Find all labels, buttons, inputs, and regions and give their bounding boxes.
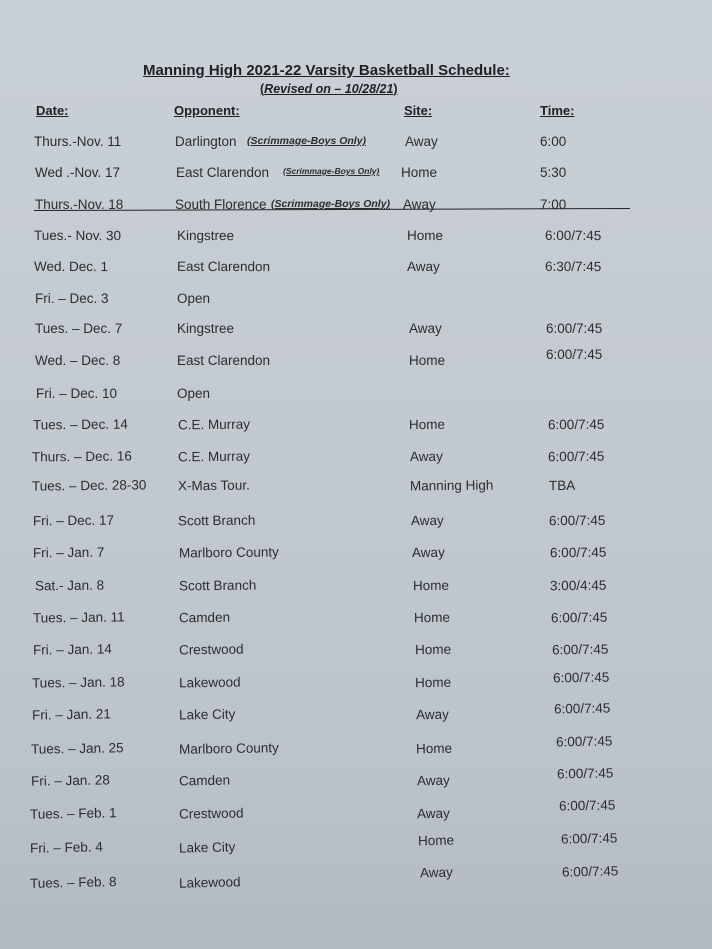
revised-close-paren: ) bbox=[393, 82, 398, 96]
site-cell: Away bbox=[406, 258, 440, 275]
opponent-cell: East Clarendon bbox=[176, 258, 271, 275]
date-cell: Wed .-Nov. 17 bbox=[35, 165, 121, 180]
time-cell: 5:30 bbox=[540, 165, 567, 180]
time-cell: 6:00/7:45 bbox=[547, 448, 605, 465]
scrimmage-note: (Scrimmage-Boys Only) bbox=[247, 135, 367, 147]
site-cell: Away bbox=[410, 512, 444, 529]
time-cell: 6:00/7:45 bbox=[556, 765, 614, 782]
time-cell: 6:00/7:45 bbox=[547, 416, 605, 433]
schedule-row bbox=[0, 863, 712, 897]
site-cell: Home bbox=[414, 641, 452, 658]
time-cell: 6:00/7:45 bbox=[544, 227, 602, 244]
schedule-row bbox=[0, 669, 712, 697]
site-cell: Home bbox=[408, 416, 446, 433]
opponent-cell: Lakewood bbox=[178, 874, 241, 891]
site-cell: Away bbox=[419, 864, 453, 881]
site-cell: Home bbox=[415, 740, 453, 757]
opponent-cell: Marlboro County bbox=[178, 544, 279, 561]
date-cell: Thurs.-Nov. 18 bbox=[35, 197, 124, 212]
opponent-cell: Kingstree bbox=[176, 227, 235, 244]
site-cell: Home bbox=[409, 353, 446, 368]
date-cell: Tues. – Dec. 14 bbox=[32, 416, 128, 433]
date-cell: Fri. – Jan. 7 bbox=[32, 544, 105, 561]
time-cell: 6:00/7:45 bbox=[546, 321, 603, 336]
time-cell: 6:00/7:45 bbox=[546, 347, 603, 362]
date-cell: Thurs. – Dec. 16 bbox=[31, 448, 132, 465]
opponent-cell: Scott Branch bbox=[177, 512, 256, 529]
opponent-cell: Open bbox=[177, 291, 211, 306]
time-cell: 6:00/7:45 bbox=[561, 863, 619, 880]
opponent-cell: Camden bbox=[178, 609, 231, 626]
date-cell: Fri. – Jan. 28 bbox=[30, 772, 110, 789]
schedule-row bbox=[0, 165, 712, 187]
schedule-row bbox=[0, 197, 712, 219]
schedule-row bbox=[0, 134, 712, 156]
schedule-row bbox=[0, 259, 712, 281]
site-cell: Away bbox=[411, 544, 445, 561]
opponent-cell: Darlington bbox=[175, 134, 237, 149]
schedule-row bbox=[0, 417, 712, 439]
site-cell: Away bbox=[416, 805, 450, 822]
schedule-row bbox=[0, 765, 712, 795]
header-site: Site: bbox=[404, 103, 433, 118]
date-cell: Tues. – Dec. 28-30 bbox=[31, 477, 147, 494]
schedule-row bbox=[0, 830, 712, 862]
time-cell: 7:00 bbox=[540, 197, 567, 212]
site-cell: Manning High bbox=[409, 477, 494, 494]
site-cell: Away bbox=[405, 134, 438, 149]
schedule-row bbox=[0, 478, 712, 500]
time-cell: 6:00/7:45 bbox=[548, 512, 606, 529]
site-cell: Away bbox=[409, 321, 442, 336]
schedule-row bbox=[0, 347, 712, 375]
opponent-cell: Marlboro County bbox=[178, 740, 279, 757]
schedule-row bbox=[0, 610, 712, 632]
site-cell: Home bbox=[413, 609, 451, 626]
date-cell: Wed. Dec. 1 bbox=[33, 258, 109, 275]
opponent-cell: C.E. Murray bbox=[177, 416, 251, 433]
time-cell: 6:00/7:45 bbox=[552, 669, 610, 686]
time-cell: TBA bbox=[548, 477, 576, 494]
date-cell: Wed. – Dec. 8 bbox=[35, 353, 121, 368]
opponent-cell: Scott Branch bbox=[178, 577, 257, 594]
date-cell: Sat.- Jan. 8 bbox=[34, 577, 105, 594]
time-cell: 6:00/7:45 bbox=[560, 830, 618, 847]
schedule-row bbox=[0, 291, 712, 313]
time-cell: 6:30/7:45 bbox=[544, 258, 602, 275]
scrimmage-note: (Scrimmage-Boys Only) bbox=[283, 166, 380, 176]
opponent-cell: Crestwood bbox=[178, 641, 244, 658]
schedule-row bbox=[0, 386, 712, 408]
schedule-row bbox=[0, 733, 712, 763]
revised-text: Revised on – 10/28/21 bbox=[264, 82, 394, 96]
opponent-cell: East Clarendon bbox=[176, 165, 270, 180]
opponent-cell: Kingstree bbox=[177, 321, 235, 336]
time-cell: 6:00/7:45 bbox=[550, 609, 608, 626]
opponent-cell: Lake City bbox=[178, 839, 236, 856]
site-cell: Home bbox=[412, 577, 450, 594]
date-cell: Thurs.-Nov. 11 bbox=[34, 134, 122, 149]
date-cell: Tues. – Feb. 8 bbox=[29, 874, 117, 891]
opponent-cell: Lake City bbox=[178, 706, 236, 723]
schedule-row bbox=[0, 578, 712, 600]
opponent-cell: Lakewood bbox=[178, 674, 241, 691]
opponent-cell: Camden bbox=[178, 772, 231, 789]
schedule-row bbox=[0, 321, 712, 343]
site-cell: Home bbox=[401, 165, 438, 180]
scrimmage-note: (Scrimmage-Boys Only) bbox=[271, 198, 391, 210]
header-time: Time: bbox=[540, 103, 575, 118]
date-cell: Tues. – Feb. 1 bbox=[29, 805, 117, 822]
revised-open-paren: ( bbox=[260, 82, 265, 96]
date-cell: Fri. – Dec. 17 bbox=[32, 512, 115, 529]
date-cell: Tues. – Jan. 18 bbox=[31, 674, 125, 691]
page-title: Manning High 2021-22 Varsity Basketball Schedule: bbox=[143, 62, 510, 79]
time-cell: 3:00/4:45 bbox=[549, 577, 607, 594]
time-cell: 6:00/7:45 bbox=[555, 733, 613, 750]
opponent-cell: East Clarendon bbox=[177, 353, 271, 368]
site-cell: Away bbox=[415, 706, 449, 723]
date-cell: Fri. – Jan. 14 bbox=[32, 641, 112, 658]
date-cell: Fri. – Dec. 10 bbox=[36, 386, 118, 401]
schedule-row bbox=[0, 642, 712, 664]
date-cell: Tues. – Jan. 25 bbox=[30, 740, 124, 757]
site-cell: Home bbox=[417, 832, 455, 849]
time-cell: 6:00 bbox=[540, 134, 567, 149]
schedule-row bbox=[0, 228, 712, 250]
date-cell: Fri. – Feb. 4 bbox=[29, 839, 103, 856]
schedule-row bbox=[0, 545, 712, 567]
schedule-row bbox=[0, 700, 712, 729]
schedule-row bbox=[0, 797, 712, 828]
opponent-cell: Open bbox=[177, 386, 211, 401]
opponent-cell: C.E. Murray bbox=[177, 448, 251, 465]
revised-date bbox=[260, 82, 398, 96]
time-cell: 6:00/7:45 bbox=[553, 700, 611, 717]
opponent-cell: Crestwood bbox=[178, 805, 244, 822]
date-cell: Fri. – Dec. 3 bbox=[35, 291, 109, 306]
time-cell: 6:00/7:45 bbox=[551, 641, 609, 658]
opponent-cell: X-Mas Tour. bbox=[177, 477, 250, 494]
site-cell: Away bbox=[403, 197, 436, 212]
schedule-row bbox=[0, 513, 712, 535]
site-cell: Home bbox=[406, 227, 444, 244]
date-cell: Tues.- Nov. 30 bbox=[33, 227, 122, 244]
opponent-cell: South Florence bbox=[175, 197, 267, 212]
site-cell: Away bbox=[416, 772, 450, 789]
date-cell: Fri. – Jan. 21 bbox=[31, 706, 111, 723]
date-cell: Tues. – Jan. 11 bbox=[32, 609, 125, 626]
site-cell: Home bbox=[414, 674, 452, 691]
header-date: Date: bbox=[36, 103, 69, 118]
date-cell: Tues. – Dec. 7 bbox=[35, 321, 123, 336]
time-cell: 6:00/7:45 bbox=[558, 797, 616, 814]
time-cell: 6:00/7:45 bbox=[549, 544, 607, 561]
schedule-row bbox=[0, 449, 712, 471]
header-opponent: Opponent: bbox=[174, 103, 240, 118]
site-cell: Away bbox=[409, 448, 443, 465]
